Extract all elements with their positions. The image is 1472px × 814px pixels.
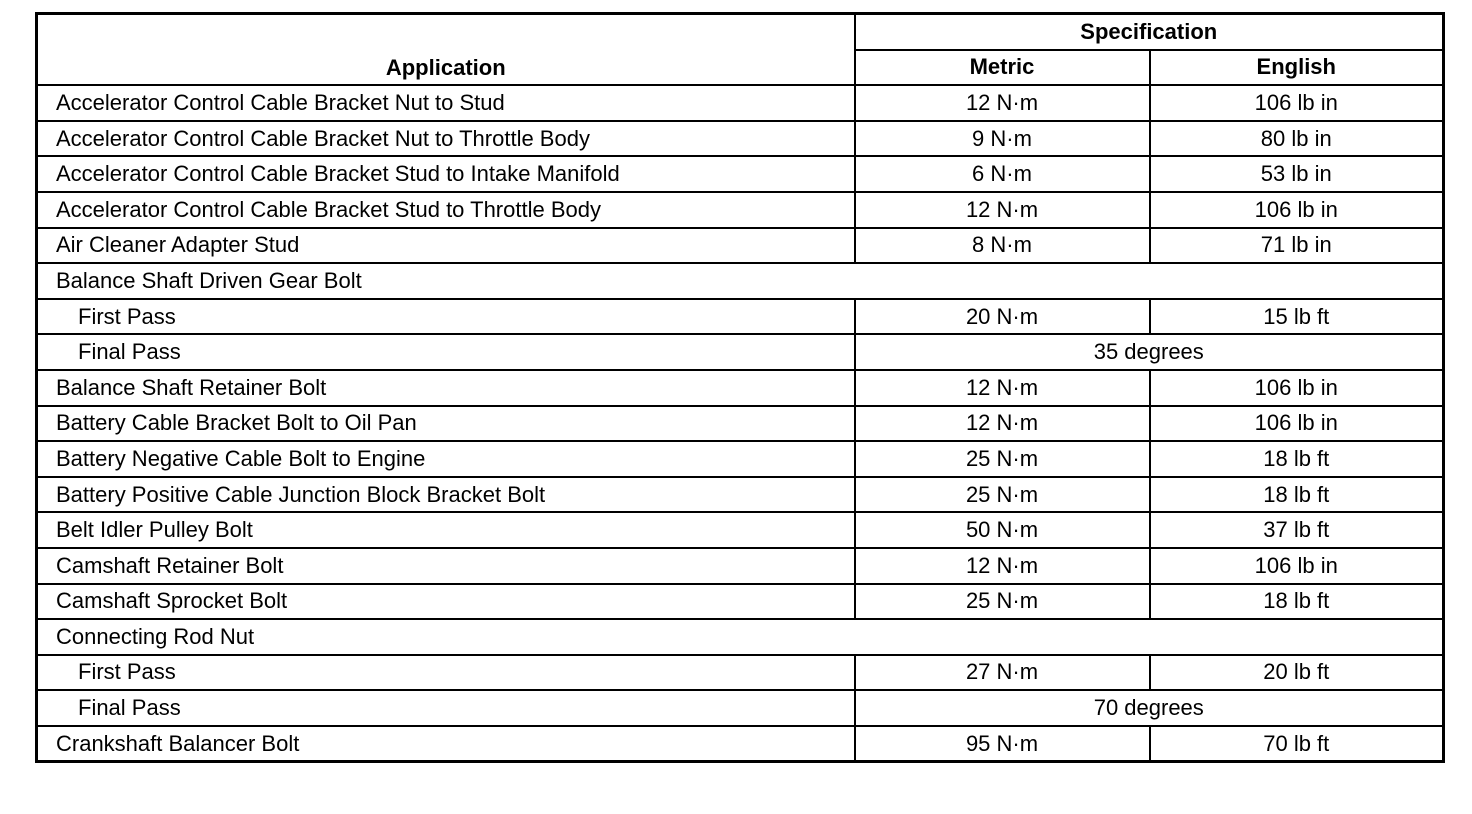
specification-cell: 35 degrees xyxy=(855,334,1444,370)
specification-column-header: Specification xyxy=(855,14,1444,50)
application-cell: Camshaft Sprocket Bolt xyxy=(37,584,855,620)
metric-cell: 50 N·m xyxy=(855,512,1150,548)
application-cell: Battery Negative Cable Bolt to Engine xyxy=(37,441,855,477)
metric-cell: 12 N·m xyxy=(855,548,1150,584)
english-cell: 53 lb in xyxy=(1150,156,1444,192)
application-cell: Camshaft Retainer Bolt xyxy=(37,548,855,584)
torque-spec-table xyxy=(35,12,1445,763)
table-row xyxy=(37,406,1444,442)
table-row xyxy=(37,441,1444,477)
metric-cell: 12 N·m xyxy=(855,370,1150,406)
application-cell: Final Pass xyxy=(37,690,855,726)
specification-cell: 70 degrees xyxy=(855,690,1444,726)
metric-cell: 25 N·m xyxy=(855,477,1150,513)
english-cell: 70 lb ft xyxy=(1150,726,1444,762)
english-cell: 18 lb ft xyxy=(1150,584,1444,620)
english-cell: 18 lb ft xyxy=(1150,477,1444,513)
english-cell: 20 lb ft xyxy=(1150,655,1444,691)
metric-cell: 12 N·m xyxy=(855,192,1150,228)
application-cell: First Pass xyxy=(37,299,855,335)
application-cell: Battery Positive Cable Junction Block Bracket Bolt xyxy=(37,477,855,513)
application-cell: Final Pass xyxy=(37,334,855,370)
english-cell: 71 lb in xyxy=(1150,228,1444,264)
metric-column-header: Metric xyxy=(855,50,1150,86)
group-heading-cell: Connecting Rod Nut xyxy=(37,619,1444,655)
english-cell: 18 lb ft xyxy=(1150,441,1444,477)
metric-cell: 6 N·m xyxy=(855,156,1150,192)
table-row xyxy=(37,477,1444,513)
metric-cell: 9 N·m xyxy=(855,121,1150,157)
application-cell: Accelerator Control Cable Bracket Stud to Intake Manifold xyxy=(37,156,855,192)
english-cell: 15 lb ft xyxy=(1150,299,1444,335)
application-cell: Battery Cable Bracket Bolt to Oil Pan xyxy=(37,406,855,442)
table-row xyxy=(37,584,1444,620)
table-row xyxy=(37,121,1444,157)
application-cell: Crankshaft Balancer Bolt xyxy=(37,726,855,762)
metric-cell: 27 N·m xyxy=(855,655,1150,691)
table-row xyxy=(37,156,1444,192)
table-row xyxy=(37,299,1444,335)
table-row xyxy=(37,655,1444,691)
table-row xyxy=(37,548,1444,584)
metric-cell: 25 N·m xyxy=(855,441,1150,477)
application-cell: Belt Idler Pulley Bolt xyxy=(37,512,855,548)
english-cell: 106 lb in xyxy=(1150,85,1444,121)
application-cell: Accelerator Control Cable Bracket Nut to Throttle Body xyxy=(37,121,855,157)
english-cell: 106 lb in xyxy=(1150,192,1444,228)
application-cell: Accelerator Control Cable Bracket Nut to Stud xyxy=(37,85,855,121)
application-cell: Balance Shaft Retainer Bolt xyxy=(37,370,855,406)
metric-cell: 95 N·m xyxy=(855,726,1150,762)
metric-cell: 25 N·m xyxy=(855,584,1150,620)
application-cell: Accelerator Control Cable Bracket Stud to Throttle Body xyxy=(37,192,855,228)
table-row xyxy=(37,726,1444,762)
english-cell: 80 lb in xyxy=(1150,121,1444,157)
table-row xyxy=(37,370,1444,406)
application-cell: First Pass xyxy=(37,655,855,691)
english-column-header: English xyxy=(1150,50,1444,86)
table-row xyxy=(37,334,1444,370)
group-heading-cell: Balance Shaft Driven Gear Bolt xyxy=(37,263,1444,299)
english-cell: 106 lb in xyxy=(1150,370,1444,406)
english-cell: 37 lb ft xyxy=(1150,512,1444,548)
english-cell: 106 lb in xyxy=(1150,548,1444,584)
table-row xyxy=(37,690,1444,726)
metric-cell: 20 N·m xyxy=(855,299,1150,335)
table-row xyxy=(37,228,1444,264)
table-row xyxy=(37,192,1444,228)
table-row xyxy=(37,85,1444,121)
metric-cell: 12 N·m xyxy=(855,85,1150,121)
application-column-header: Application xyxy=(37,14,855,86)
table-row xyxy=(37,512,1444,548)
table-header xyxy=(37,14,1444,86)
table-row xyxy=(37,619,1444,655)
metric-cell: 8 N·m xyxy=(855,228,1150,264)
english-cell: 106 lb in xyxy=(1150,406,1444,442)
metric-cell: 12 N·m xyxy=(855,406,1150,442)
table-body xyxy=(37,85,1444,762)
table-row xyxy=(37,263,1444,299)
application-cell: Air Cleaner Adapter Stud xyxy=(37,228,855,264)
